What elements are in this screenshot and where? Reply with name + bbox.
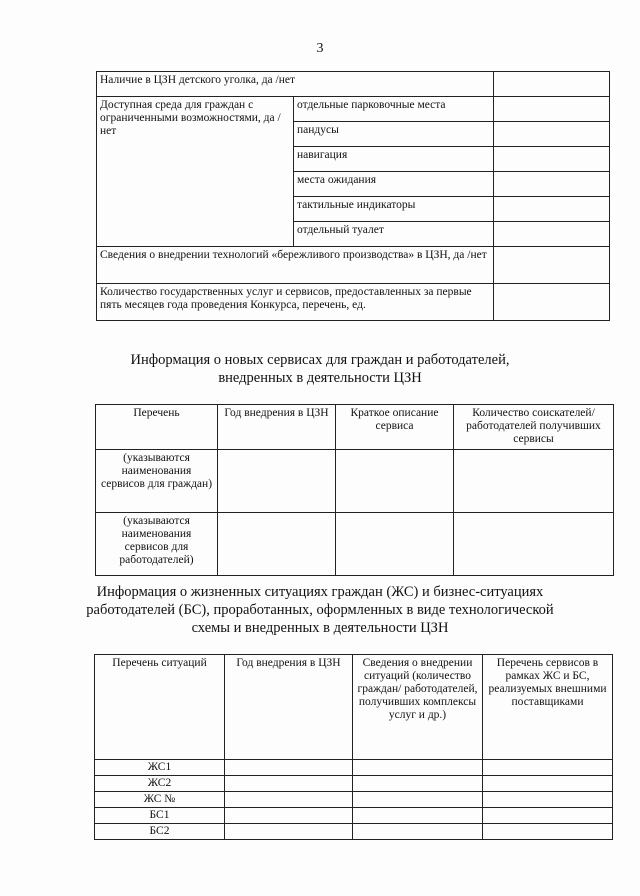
table-cell-value[interactable] bbox=[494, 222, 610, 247]
table-cell-label: (указываются наименования сервисов для граждан) bbox=[96, 450, 218, 513]
table-cell-label: ЖС № bbox=[95, 792, 225, 808]
table-cell-label: Количество государственных услуг и сервисов, предоставленных за первые пять месяцев года проведения Конкурса, перечень, ед. bbox=[97, 284, 494, 321]
table-cell-value[interactable] bbox=[483, 760, 613, 776]
table-cell-label: ЖС2 bbox=[95, 776, 225, 792]
table-cell-label: ЖС1 bbox=[95, 760, 225, 776]
table-cell-subitem: отдельные парковочные места bbox=[293, 97, 493, 122]
table-cell-value[interactable] bbox=[494, 147, 610, 172]
table-row bbox=[97, 97, 610, 122]
table-row bbox=[95, 808, 613, 824]
column-header: Год внедрения в ЦЗН bbox=[225, 655, 353, 760]
section-title-new-services bbox=[0, 351, 640, 387]
column-header: Год внедрения в ЦЗН bbox=[218, 405, 336, 450]
table-cell-value[interactable] bbox=[353, 760, 483, 776]
table-cell-value[interactable] bbox=[336, 450, 454, 513]
table-cell-label: БС2 bbox=[95, 824, 225, 840]
table-cell-value[interactable] bbox=[225, 776, 353, 792]
table-row bbox=[96, 450, 614, 513]
title-line: Информация о жизненных ситуациях граждан (ЖС) и бизнес-ситуациях bbox=[96, 584, 544, 600]
column-header: Сведения о внедрении ситуаций (количество граждан/ работодателей, получивших комплексы услуг и др.) bbox=[353, 655, 483, 760]
title-line: схемы и внедренных в деятельности ЦЗН bbox=[191, 620, 449, 636]
table-row bbox=[95, 824, 613, 840]
table-cell-value[interactable] bbox=[225, 808, 353, 824]
table-cell-value[interactable] bbox=[494, 247, 610, 284]
table-cell-value[interactable] bbox=[483, 824, 613, 840]
table-cell-value[interactable] bbox=[494, 172, 610, 197]
table-cell-value[interactable] bbox=[225, 792, 353, 808]
table-cell-label: Сведения о внедрении технологий «бережливого производства» в ЦЗН, да /нет bbox=[97, 247, 494, 284]
table-cell-value[interactable] bbox=[494, 122, 610, 147]
table-row bbox=[97, 284, 610, 321]
table-row bbox=[95, 776, 613, 792]
table-cell-label: Наличие в ЦЗН детского уголка, да /нет bbox=[97, 72, 494, 97]
infrastructure-table bbox=[96, 71, 610, 321]
table-cell-subitem: отдельный туалет bbox=[293, 222, 493, 247]
table-cell-label: Доступная среда для граждан с ограниченными возможностями, да /нет bbox=[97, 97, 294, 247]
table-cell-value[interactable] bbox=[218, 450, 336, 513]
table-header-row bbox=[96, 405, 614, 450]
life-situations-table bbox=[94, 654, 613, 840]
table-cell-subitem: навигация bbox=[293, 147, 493, 172]
table-cell-value[interactable] bbox=[494, 284, 610, 321]
title-line: Информация о новых сервисах для граждан и работодателей, bbox=[130, 352, 510, 368]
table-row bbox=[97, 247, 610, 284]
section-title-life-situations bbox=[0, 583, 640, 637]
table-cell-value[interactable] bbox=[494, 97, 610, 122]
table-cell-value[interactable] bbox=[483, 792, 613, 808]
table-header-row bbox=[95, 655, 613, 760]
table-cell-value[interactable] bbox=[494, 72, 610, 97]
table-cell-value[interactable] bbox=[353, 824, 483, 840]
table-cell-value[interactable] bbox=[225, 824, 353, 840]
table-cell-value[interactable] bbox=[483, 808, 613, 824]
table-cell-value[interactable] bbox=[336, 513, 454, 576]
table-cell-value[interactable] bbox=[225, 760, 353, 776]
table-cell-value[interactable] bbox=[353, 808, 483, 824]
table-cell-value[interactable] bbox=[218, 513, 336, 576]
table-row bbox=[96, 513, 614, 576]
title-line: работодателей (БС), проработанных, оформленных в виде технологической bbox=[86, 602, 554, 618]
column-header: Краткое описание сервиса bbox=[336, 405, 454, 450]
column-header: Перечень ситуаций bbox=[95, 655, 225, 760]
new-services-table bbox=[95, 404, 614, 576]
table-cell-label: БС1 bbox=[95, 808, 225, 824]
table-cell-value[interactable] bbox=[483, 776, 613, 792]
table-cell-subitem: места ожидания bbox=[293, 172, 493, 197]
page-number: 3 bbox=[316, 41, 324, 56]
column-header: Перечень сервисов в рамках ЖС и БС, реализуемых внешними поставщиками bbox=[483, 655, 613, 760]
column-header: Перечень bbox=[96, 405, 218, 450]
table-cell-value[interactable] bbox=[454, 450, 614, 513]
title-line: внедренных в деятельности ЦЗН bbox=[218, 370, 422, 386]
table-cell-value[interactable] bbox=[494, 197, 610, 222]
table-row bbox=[95, 792, 613, 808]
table-cell-subitem: тактильные индикаторы bbox=[293, 197, 493, 222]
table-cell-value[interactable] bbox=[353, 792, 483, 808]
table-cell-label: (указываются наименования сервисов для работодателей) bbox=[96, 513, 218, 576]
table-row bbox=[97, 72, 610, 97]
table-cell-value[interactable] bbox=[353, 776, 483, 792]
column-header: Количество соискателей/работодателей получивших сервисы bbox=[454, 405, 614, 450]
table-cell-subitem: пандусы bbox=[293, 122, 493, 147]
table-row bbox=[95, 760, 613, 776]
table-cell-value[interactable] bbox=[454, 513, 614, 576]
